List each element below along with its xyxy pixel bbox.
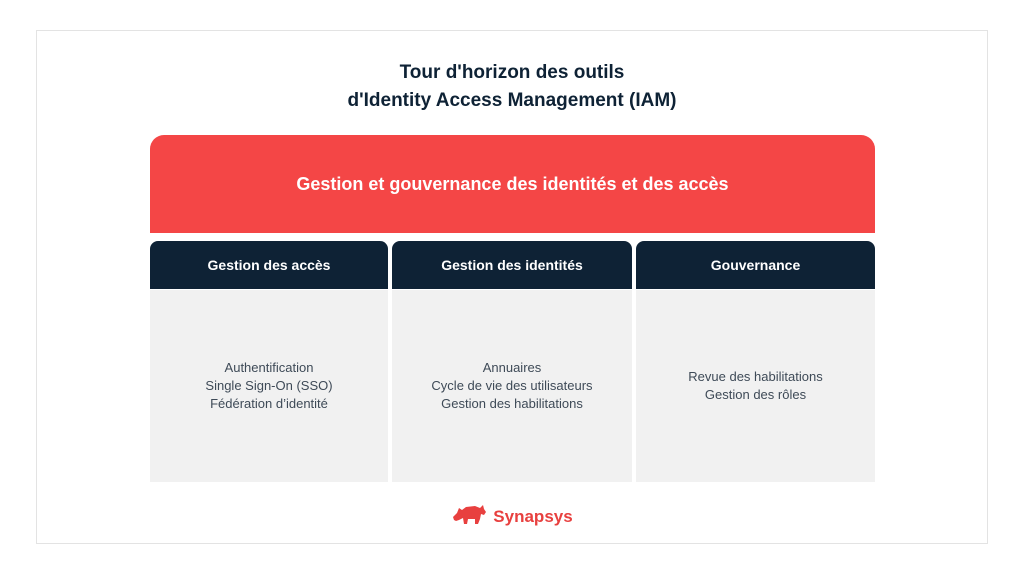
column-item: Cycle de vie des utilisateurs [431, 378, 593, 393]
column-body [392, 290, 632, 482]
column-body [150, 290, 388, 482]
synapsys-logo [0, 502, 1024, 531]
title-line-2: d'Identity Access Management (IAM) [347, 90, 677, 111]
column-item: Gestion des rôles [704, 387, 807, 402]
column-gestion-des-identites [392, 241, 632, 482]
column-gouvernance [636, 241, 875, 482]
column-heading: Gestion des identités [392, 241, 632, 289]
column-item: Authentification [224, 360, 314, 375]
column-body [636, 290, 875, 482]
column-item: Fédération d’identité [210, 396, 328, 411]
column-gestion-des-acces [150, 241, 388, 482]
logo-wordmark: Synapsys [493, 506, 573, 526]
title-line-1: Tour d'horizon des outils [399, 62, 625, 83]
column-heading: Gouvernance [636, 241, 875, 289]
column-item: Annuaires [482, 360, 542, 375]
banner: Gestion et gouvernance des identités et des accès [150, 135, 875, 233]
column-item: Single Sign-On (SSO) [205, 378, 333, 393]
column-item: Gestion des habilitations [441, 396, 583, 411]
column-heading: Gestion des accès [150, 241, 388, 289]
rhino-icon [451, 502, 487, 531]
column-item: Revue des habilitations [688, 369, 823, 384]
